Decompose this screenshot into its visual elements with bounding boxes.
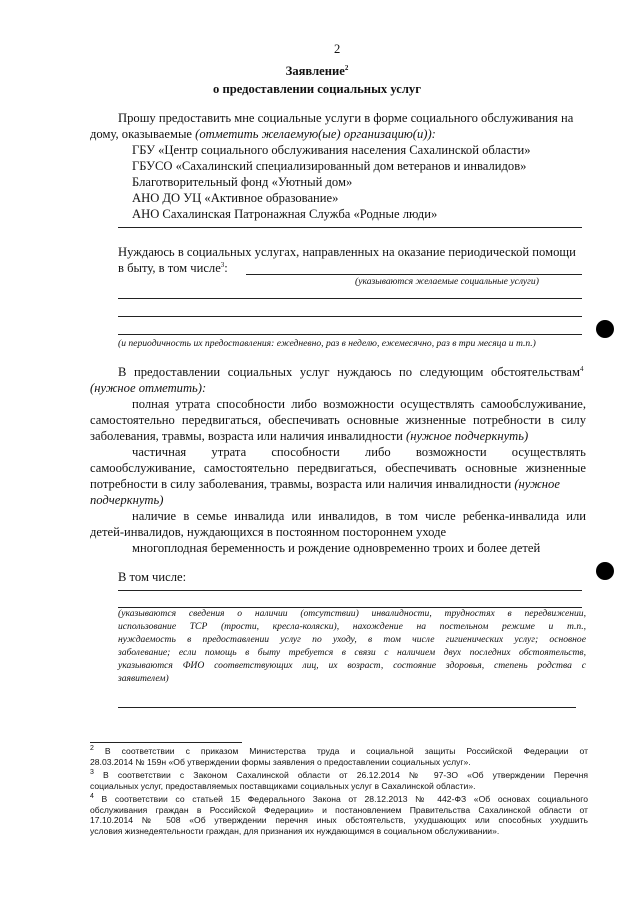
intro-line-2-hint: (отметить желаемую(ые) организацию(и)):: [195, 127, 436, 141]
services-input-line[interactable]: [118, 316, 582, 317]
need-line-2: в быту, в том числе$^3$:: [118, 260, 228, 275]
title-footnote-mark: 2: [344, 63, 349, 72]
circumstance-1-hint: (нужное подчеркнуть): [406, 429, 529, 443]
organization-option[interactable]: АНО ДО УЦ «Активное образование»: [132, 191, 339, 205]
circumstance-2-word: способности: [271, 445, 340, 459]
circumstance-2-word: осуществлять: [511, 445, 586, 459]
footnote-2-line-1: [90, 746, 588, 757]
footnote-mark: 4: [90, 793, 94, 801]
circumstance-2-line-3: [90, 477, 560, 492]
including-input-line[interactable]: [118, 590, 582, 591]
document-subtitle: о предоставлении социальных услуг: [213, 82, 421, 96]
circumstance-3-line-1[interactable]: наличие в семье инвалида или инвалидов, в том числе ребенка-инвалида или: [132, 509, 586, 523]
including-hint-line: нуждаемость в предоставлении услуг по уходу, в том числе гигиенических услуг; основное: [118, 634, 586, 645]
organization-option[interactable]: ГБУСО «Сахалинский специализированный дом ветеранов и инвалидов»: [132, 159, 527, 173]
footnote-2: [90, 746, 588, 767]
including-hint-line: указываются ФИО соответствующих лиц, их возраст, состояние здоровья, степень родства с: [118, 660, 586, 671]
circumstance-2-word: утрата: [211, 445, 247, 459]
footnote-separator: [90, 742, 242, 743]
page-number: 2: [334, 42, 341, 56]
circumstance-2-word: либо: [364, 445, 391, 459]
footnote-4-line-4: условия жизнедеятельности граждан, для признания их нуждающимся в социальном обслуживании».: [90, 825, 500, 836]
periodicity-hint: (и периодичность их предоставления: ежедневно, раз в неделю, ежемесячно, раз в три месяца и т.п.): [118, 338, 536, 349]
circumstance-1-line-3: [90, 429, 528, 444]
circumstance-1-line-2: самостоятельно передвигаться, обеспечивать основные жизненные потребности в силу: [90, 413, 586, 427]
circumstances-line-1: [118, 365, 586, 380]
including-hint-line: (указываются сведения о наличии (отсутствии) инвалидности, трудностях в передвижении,: [118, 608, 586, 619]
footnote-text: В соответствии с Законом Сахалинской области от 26.12.2014 № 97-ЗО «Об утверждении Перечня: [103, 770, 589, 780]
need-footnote-mark: 3: [220, 260, 225, 269]
punch-hole: [596, 562, 614, 580]
services-input-line[interactable]: [118, 334, 582, 335]
intro-line-1: Прошу предоставить мне социальные услуги в форме социального обслуживания на: [118, 111, 574, 125]
footnote-text: В соответствии с приказом Министерства труда и социальной защиты Российской Федерации от: [104, 746, 589, 756]
services-input-line[interactable]: [118, 298, 582, 299]
including-input-line[interactable]: [118, 707, 576, 708]
footnote-2-line-2: 28.03.2014 № 159н «Об утверждении формы заявления о предоставлении социальных услуг».: [90, 756, 471, 767]
circumstances-footnote-mark: 4: [580, 364, 584, 373]
including-hint-last: заявителем): [118, 673, 169, 684]
organization-option[interactable]: ГБУ «Центр социального обслуживания населения Сахалинской области»: [132, 143, 531, 157]
circumstance-2-line-4: подчеркнуть): [90, 493, 164, 507]
footnote-4-line-1: [90, 794, 588, 805]
organization-option[interactable]: Благотворительный фонд «Уютный дом»: [132, 175, 353, 189]
document-title: [0, 64, 634, 79]
circumstance-2-word: возможности: [415, 445, 487, 459]
services-input-line[interactable]: [246, 274, 582, 275]
circumstance-2-word: частичная: [132, 445, 187, 459]
footnote-3-line-2: социальных услуг, предоставляемых поставщиками социальных услуг в Сахалинской области».: [90, 780, 476, 791]
footnote-text: В соответствии со статьей 15 Федерального Закона от 28.12.2013 № 442-ФЗ «Об основах социального: [101, 794, 589, 804]
footnote-mark: 2: [90, 745, 94, 753]
circumstance-2-line-3-text: потребности в силу заболевания, травмы, возраста или наличия инвалидности: [90, 477, 515, 491]
circumstance-4[interactable]: многоплодная беременность и рождение одновременно троих и более детей: [132, 541, 541, 555]
circumstance-2-line-1[interactable]: [132, 445, 586, 460]
footnote-3: [90, 770, 588, 791]
including-label: В том числе:: [118, 570, 187, 584]
circumstance-2-line-2: самообслуживание, самостоятельно передвигаться, обеспечивать основные жизненные: [90, 461, 586, 475]
circumstance-1-line-3-text: заболевания, травмы, возраста или наличия инвалидности: [90, 429, 407, 443]
footnote-4: [90, 794, 588, 836]
circumstance-2-hint: (нужное: [514, 477, 560, 491]
footnote-4-line-3: 17.10.2014 № 508 «Об утверждении перечня иных обстоятельств, ухудшающих или способных ухудшить: [90, 815, 588, 826]
footnote-4-line-2: обслуживания граждан в Российской Федерации» и постановлением Правительства Сахалинской области от: [90, 804, 588, 815]
including-hint-line: заболевание; если помощь в быту требуется в связи с наличием двух последних обстоятельств,: [118, 647, 586, 658]
circumstance-3-line-2: детей-инвалидов, нуждающихся в постоянном постороннем уходе: [90, 525, 447, 539]
intro-line-2-text: дому, оказываемые: [90, 127, 196, 141]
need-line-2-text: в быту, в том числе: [118, 261, 221, 275]
need-line-1: Нуждаюсь в социальных услугах, направленных на оказание периодической помощи: [118, 245, 576, 259]
title-main: Заявление: [285, 64, 345, 78]
footnote-mark: 3: [90, 769, 94, 777]
intro-line-2: [90, 127, 436, 142]
circumstances-line-2: (нужное отметить):: [90, 381, 207, 395]
punch-hole: [596, 320, 614, 338]
circumstance-1-line-1[interactable]: полная утрата способности либо возможности осуществлять самообслуживание,: [132, 397, 586, 411]
footnote-3-line-1: [90, 770, 588, 781]
services-hint: (указываются желаемые социальные услуги): [355, 276, 539, 287]
organization-blank-line[interactable]: [118, 227, 582, 228]
circumstances-line-1-text: В предоставлении социальных услуг нуждаюсь по следующим обстоятельствам: [118, 365, 580, 379]
organization-option[interactable]: АНО Сахалинская Патронажная Служба «Родные люди»: [132, 207, 438, 221]
including-hint-line: использование ТСР (трости, кресла-коляски), нахождение на постельном режиме и т.п.,: [118, 621, 586, 632]
